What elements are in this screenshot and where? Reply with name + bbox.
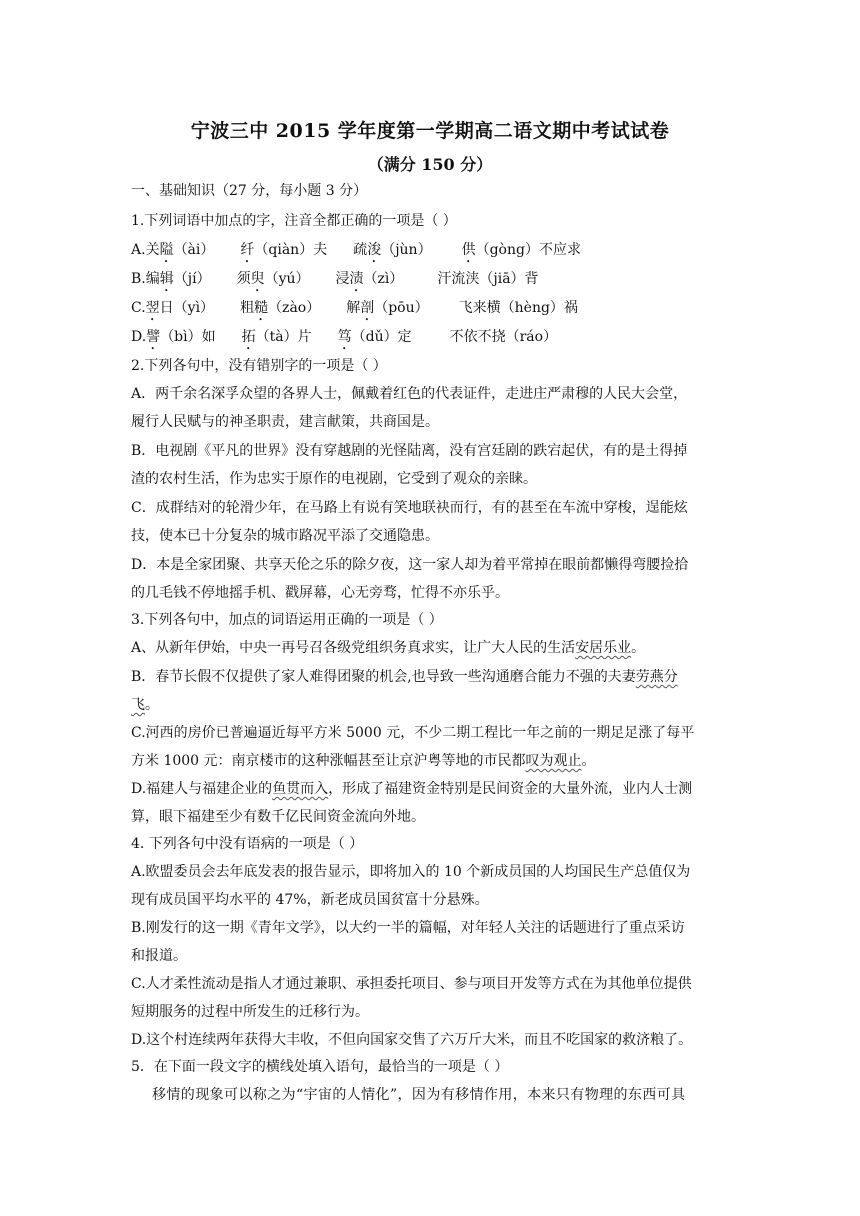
exam-title: 宁波三中 2015 学年度第一学期高二语文期中考试试卷	[190, 120, 670, 142]
question-4-line: 现有成员国平均水平的 47%，新老成员国贫富十分悬殊。	[131, 892, 489, 908]
question-2-line: 技，使本已十分复杂的城市路况平添了交通隐患。	[131, 528, 439, 544]
question-2-line: 的几毛钱不停地摇手机、戳屏幕，心无旁骛，忙得不亦乐乎。	[131, 585, 509, 601]
question-1-option-b: B.编辑（jí） 须臾（yú） 浸渍（zì） 汗流浃（jiā）背	[131, 271, 539, 287]
question-4-line: A.欧盟委员会去年底发表的报告显示，即将加入的 10 个新成员国的人均国民生产总值仅为	[131, 864, 691, 880]
question-4-line: D.这个村连续两年获得大丰收，不但向国家交售了六万斤大米，而且不吃国家的救济粮了。	[131, 1032, 693, 1048]
question-5-passage-line: 移情的现象可以称之为“宇宙的人情化”，因为有移情作用，本来只有物理的东西可具	[152, 1087, 686, 1103]
question-4-line: B.刚发行的这一期《青年文学》，以大约一半的篇幅，对年轻人关注的话题进行了重点采访	[131, 920, 685, 936]
question-4-line: C.人才柔性流动是指人才通过兼职、承担委托项目、参与项目开发等方式在为其他单位提供	[131, 976, 692, 992]
section-heading: 一、基础知识（27 分，每小题 3 分）	[131, 183, 368, 199]
question-2-line: 渣的农村生活，作为忠实于原作的电视剧，它受到了观众的亲睐。	[131, 471, 537, 487]
question-2-line: A．两千余名深孚众望的各界人士，佩戴着红色的代表证件，走进庄严肃穆的人民大会堂，	[131, 386, 688, 402]
question-4-stem: 4. 下列各句中没有语病的一项是（ ）	[131, 836, 364, 852]
question-3-line: D.福建人与福建企业的鱼贯而入，形成了福建资金特别是民间资金的大量外流，业内人士测	[131, 781, 693, 797]
question-3-line: C.河西的房价已普遍逼近每平方米 5000 元，不少二期工程比一年之前的一期足足涨了每平	[131, 725, 695, 741]
question-2-stem: 2.下列各句中，没有错别字的一项是（ ）	[131, 358, 387, 374]
question-3-line: A、从新年伊始，中央一再号召各级党组织务真求实，让广大人民的生活安居乐业。	[131, 640, 646, 656]
question-3-line: 方米 1000 元：南京楼市的这种涨幅甚至让京沪粤等地的市民都叹为观止。	[131, 753, 596, 769]
question-2-line: B．电视剧《平凡的世界》没有穿越剧的光怪陆离，没有宫廷剧的跌宕起伏，有的是土得掉	[131, 443, 688, 459]
question-4-line: 短期服务的过程中所发生的迁移行为。	[131, 1004, 369, 1020]
question-3-line: 飞。	[131, 697, 159, 713]
question-2-line: 履行人民赋与的神圣职责，建言献策，共商国是。	[131, 414, 439, 430]
question-2-line: C．成群结对的轮滑少年，在马路上有说有笑地联袂而行，有的甚至在车流中穿梭，逞能炫	[131, 500, 688, 516]
question-3-line: 算，眼下福建至少有数千亿民间资金流向外地。	[131, 809, 425, 825]
question-2-line: D．本是全家团聚、共享天伦之乐的除夕夜，这一家人却为着平常掉在眼前都懒得弯腰捡拾	[131, 557, 689, 573]
question-1-option-d: D.譬（bì）如 拓（tà）片 笃（dǔ）定 不依不挠（ráo）	[131, 329, 558, 345]
question-1-option-a: A.关隘（ài） 纤（qiàn）夫 疏浚（jùn） 供（gòng）不应求	[131, 242, 581, 258]
question-1-stem: 1.下列词语中加点的字，注音全都正确的一项是（ ）	[131, 213, 457, 229]
question-1-option-c: C.翌日（yì） 粗糙（zào） 解剖（pōu） 飞来横（hèng）祸	[131, 300, 578, 316]
question-3-line: B．春节长假不仅提供了家人难得团聚的机会,也导致一些沟通磨合能力不强的夫妻劳燕分	[131, 669, 678, 685]
question-3-stem: 3.下列各句中，加点的词语运用正确的一项是（ ）	[131, 612, 443, 628]
question-5-stem: 5．在下面一段文字的横线处填入语句，最恰当的一项是（ ）	[131, 1059, 509, 1075]
exam-subtitle: （满分 150 分）	[367, 155, 493, 174]
question-4-line: 和报道。	[131, 948, 187, 964]
